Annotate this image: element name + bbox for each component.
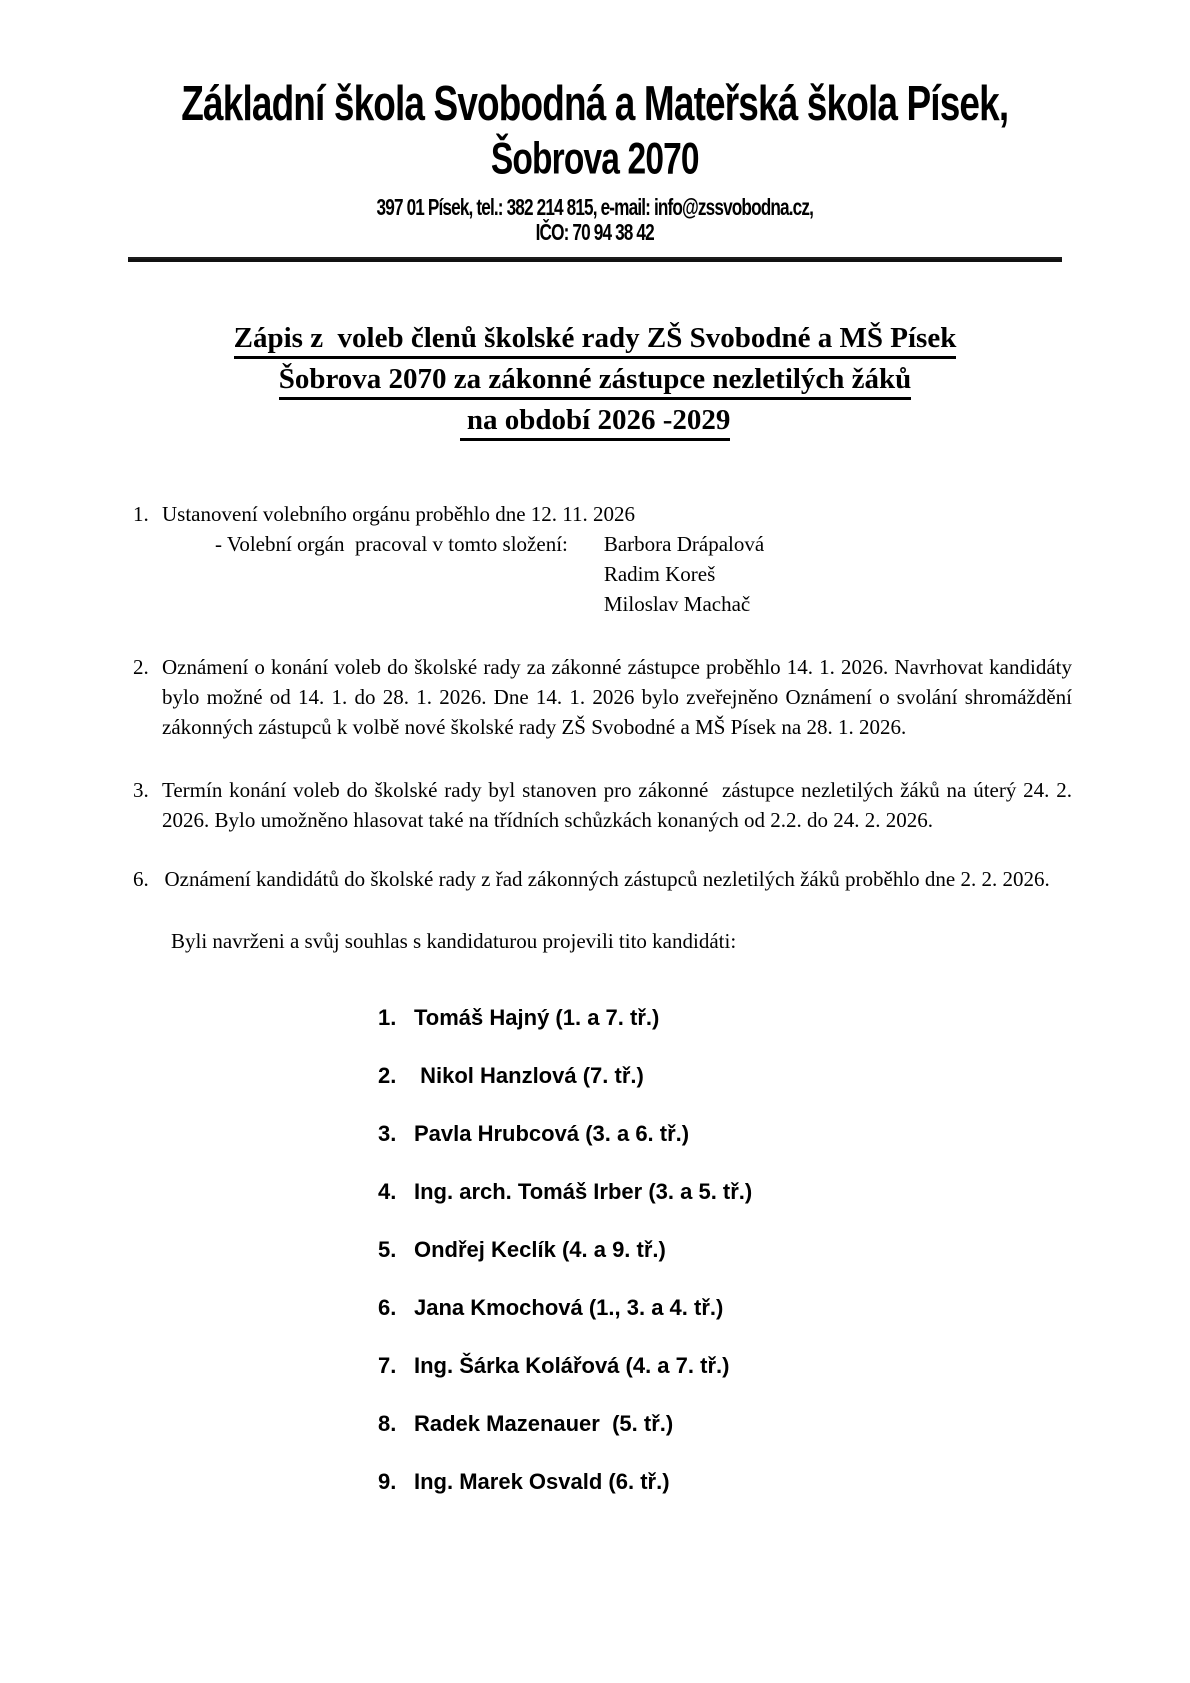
- candidate-list: [133, 1004, 1072, 1495]
- election-board-members: [604, 529, 764, 619]
- candidate-name: Tomáš Hajný (1. a 7. tř.): [414, 1005, 660, 1030]
- candidate-number: 6.: [378, 1295, 403, 1320]
- candidate-name: Ondřej Keclík (4. a 9. tř.): [414, 1237, 666, 1262]
- document-body: [133, 499, 1078, 1495]
- section-2-number: 2.: [133, 655, 154, 679]
- contact-info-line1: [0, 196, 1190, 221]
- school-name-line1: [0, 78, 1190, 131]
- section-6-text: Oznámení kandidátů do školské rady z řad zákonných zástupců nezletilých žáků proběhlo dne 2. 2. 2026.: [164, 867, 1050, 891]
- candidates-intro: Byli navrženi a svůj souhlas s kandidaturou projevili tito kandidáti:: [171, 929, 737, 953]
- candidate-number: 4.: [378, 1179, 403, 1204]
- candidate-name: Pavla Hrubcová (3. a 6. tř.): [414, 1121, 690, 1146]
- candidate-number: 3.: [378, 1121, 403, 1146]
- candidate-item: [378, 1004, 1072, 1031]
- section-1-heading: [133, 499, 1072, 529]
- candidate-name: Ing. arch. Tomáš Irber (3. a 5. tř.): [414, 1179, 753, 1204]
- section-3: [133, 775, 1078, 835]
- section-3-text: Termín konání voleb do školské rady byl stanoven pro zákonné zástupce nezletilých žáků na úterý 24. 2. 2026. Bylo umožněno hlasovat také na třídních schůzkách konaných od 2.2. do 24. 2. 2026.: [162, 778, 1078, 832]
- candidate-item: [378, 1468, 1072, 1495]
- candidate-name: Radek Mazenauer (5. tř.): [414, 1411, 674, 1436]
- section-6: [133, 864, 1072, 894]
- candidate-item: [378, 1352, 1072, 1379]
- contact-info-line2: [0, 221, 1190, 246]
- contact-info-line2-text: IČO: 70 94 38 42: [535, 220, 655, 246]
- section-6-number: 6.: [133, 867, 165, 891]
- candidate-name: Ing. Šárka Kolářová (4. a 7. tř.): [414, 1353, 730, 1378]
- candidate-number: 8.: [378, 1411, 403, 1436]
- candidate-item: [378, 1178, 1072, 1205]
- candidate-number: 7.: [378, 1353, 403, 1378]
- title-line1: Zápis z voleb členů školské rady ZŠ Svobodné a MŠ Písek: [234, 321, 957, 359]
- candidate-item: [378, 1410, 1072, 1437]
- candidate-number: 2.: [378, 1063, 403, 1088]
- letterhead: [0, 0, 1190, 246]
- section-1-subline-text: - Volební orgán pracoval v tomto složení:: [215, 532, 568, 556]
- candidate-item: [378, 1120, 1072, 1147]
- candidate-name: Jana Kmochová (1., 3. a 4. tř.): [414, 1295, 724, 1320]
- candidate-number: 5.: [378, 1237, 403, 1262]
- candidate-item: [378, 1236, 1072, 1263]
- section-2-text: Oznámení o konání voleb do školské rady za zákonné zástupce proběhlo 14. 1. 2026. Navrhovat kandidáty bylo možné od 14. 1. do 28. 1. 2026. Dne 14. 1. 2026 bylo zveřejněno Oznámení o svolání shromáždění zákonných zástupců k volbě nové školské rady ZŠ Svobodné a MŠ Písek na 28. 1. 2026.: [162, 655, 1078, 739]
- candidate-item: [378, 1062, 1072, 1089]
- school-name-line2-text: Šobrova 2070: [491, 134, 699, 184]
- board-member: Miloslav Machač: [603, 592, 751, 616]
- section-1-subline: [133, 529, 1072, 619]
- candidate-item: [378, 1294, 1072, 1321]
- contact-info-line1-text: 397 01 Písek, tel.: 382 214 815, e-mail: info@zssvobodna.cz,: [376, 195, 814, 221]
- candidate-name: Nikol Hanzlová (7. tř.): [414, 1063, 644, 1088]
- school-name-line1-text: Základní škola Svobodná a Mateřská škola Písek,: [181, 76, 1009, 132]
- section-2: [133, 652, 1078, 742]
- section-3-number: 3.: [133, 778, 160, 802]
- document-title: [0, 318, 1190, 441]
- section-1-text: Ustanovení volebního orgánu proběhlo dne 12. 11. 2026: [162, 502, 636, 526]
- section-1: [133, 499, 1072, 619]
- school-name-line2: [0, 135, 1190, 185]
- board-member: Barbora Drápalová: [603, 532, 765, 556]
- letterhead-divider: [128, 257, 1062, 262]
- board-member: Radim Koreš: [603, 562, 716, 586]
- title-line2: Šobrova 2070 za zákonné zástupce nezletilých žáků: [279, 362, 912, 400]
- section-1-number: 1.: [133, 502, 154, 526]
- candidate-number: 1.: [378, 1005, 403, 1030]
- candidate-number: 9.: [378, 1469, 403, 1494]
- candidate-name: Ing. Marek Osvald (6. tř.): [414, 1469, 670, 1494]
- title-line3: na období 2026 -2029: [460, 403, 731, 441]
